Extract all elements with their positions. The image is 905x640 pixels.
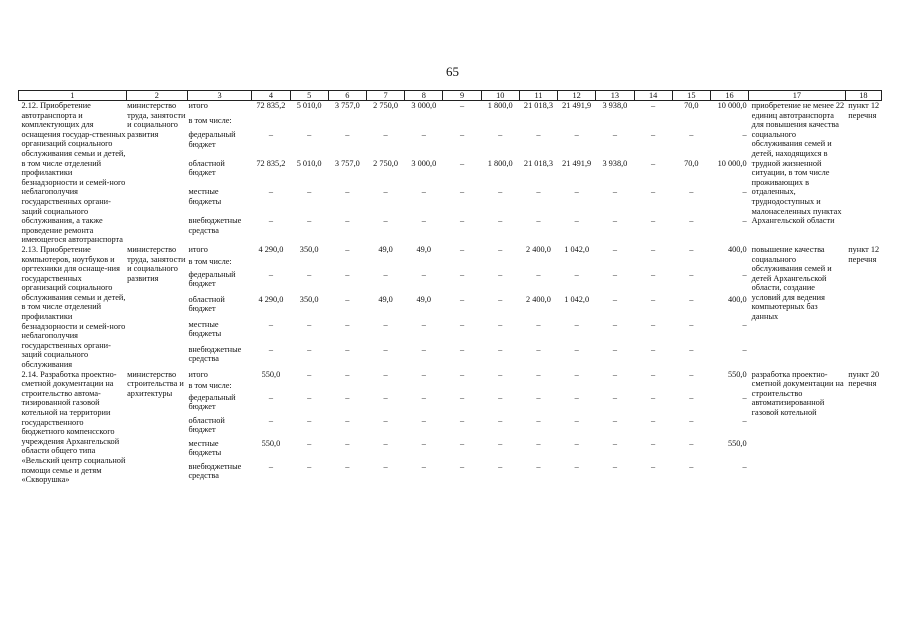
measure-title: 2.12. Приобретение автотранспорта и комплектующих для оснащения государ-ственных организаций социального обслуживания семьи и детей, в том числе отделений профилактики безнадзорности и семей-ного неблагополучия государственных органи-заций социального обслуживания, а также проведение ремонта имеющегося автотранспорта <box>21 101 126 245</box>
funding-source-cell: итого <box>188 101 208 110</box>
value-cell: – <box>307 269 312 279</box>
column-number-11: 11 <box>519 91 557 101</box>
value-cell: – <box>651 392 656 402</box>
funding-source-cell: областной бюджет <box>188 294 225 314</box>
column-number-7: 7 <box>366 91 404 101</box>
value-cell <box>634 116 672 130</box>
value-cell: – <box>612 369 617 379</box>
expected-result-cell: разработка проектно-сметной документации на строительство автоматизированной газовой котельной <box>751 369 844 417</box>
value-cell <box>558 116 596 130</box>
value-cell: – <box>651 415 656 425</box>
funding-source-cell: местные бюджеты <box>188 187 222 206</box>
value-cell: – <box>536 269 541 279</box>
value-cell: – <box>459 344 465 354</box>
column-number-12: 12 <box>558 91 596 101</box>
value-cell: – <box>651 319 656 329</box>
value-cell <box>596 381 634 393</box>
value-cell: 49,0 <box>378 244 393 254</box>
value-cell: 2 400,0 <box>526 244 551 254</box>
value-cell: – <box>574 461 579 471</box>
value-cell: – <box>345 187 350 197</box>
value-cell <box>481 257 519 269</box>
value-cell <box>443 381 481 393</box>
value-cell <box>710 381 748 393</box>
column-number-17: 17 <box>749 91 846 101</box>
column-number-6: 6 <box>328 91 366 101</box>
value-cell: – <box>459 269 465 279</box>
value-cell: 72 835,2 <box>256 101 286 110</box>
value-cell <box>672 116 710 130</box>
value-cell: – <box>612 392 617 402</box>
value-cell: 550,0 <box>261 369 281 379</box>
value-cell: – <box>742 216 747 226</box>
value-cell: – <box>612 319 617 329</box>
value-cell: 70,0 <box>684 158 699 168</box>
value-cell: 10 000,0 <box>717 158 747 168</box>
reference-cell: пункт 12 перечня <box>848 244 880 264</box>
value-cell: – <box>574 187 579 197</box>
funding-source-cell: итого <box>188 244 208 254</box>
value-cell: 21 491,9 <box>562 101 592 110</box>
value-cell: – <box>742 392 747 402</box>
value-cell: – <box>612 294 617 304</box>
value-cell <box>405 257 443 269</box>
value-cell: – <box>689 415 694 425</box>
funding-source-cell: внебюджетные средства <box>188 344 242 364</box>
value-cell: – <box>536 392 541 402</box>
value-cell: – <box>421 319 426 329</box>
value-cell: – <box>536 369 541 379</box>
value-cell: – <box>345 438 350 448</box>
value-cell: – <box>689 294 694 304</box>
value-cell: – <box>268 129 273 139</box>
value-cell: 550,0 <box>261 438 281 448</box>
value-cell: – <box>459 216 465 226</box>
value-cell: – <box>459 244 465 254</box>
value-cell: – <box>536 438 541 448</box>
value-cell: 3 000,0 <box>411 158 437 168</box>
value-cell: – <box>574 269 579 279</box>
value-cell: – <box>421 369 426 379</box>
value-cell: – <box>459 415 465 425</box>
value-cell: – <box>383 461 388 471</box>
value-cell: 550,0 <box>727 438 747 448</box>
value-cell: – <box>498 461 503 471</box>
value-cell <box>328 116 366 130</box>
value-cell: – <box>498 129 503 139</box>
value-cell: – <box>689 187 694 197</box>
value-cell: – <box>459 319 465 329</box>
value-cell <box>443 116 481 130</box>
value-cell <box>634 381 672 393</box>
executor-cell: министерство труда, занятости и социального развития <box>127 244 186 283</box>
column-number-10: 10 <box>481 91 519 101</box>
value-cell <box>558 257 596 269</box>
table-row <box>19 370 882 382</box>
value-cell: – <box>307 344 312 354</box>
funding-source-cell: местные бюджеты <box>188 319 222 339</box>
value-cell: 10 000,0 <box>717 101 747 110</box>
funding-source-cell: итого <box>188 369 208 379</box>
value-cell: – <box>345 369 350 379</box>
value-cell <box>481 116 519 130</box>
value-cell: – <box>498 294 503 304</box>
value-cell: – <box>459 101 465 110</box>
value-cell: – <box>345 216 350 226</box>
value-cell <box>596 116 634 130</box>
value-cell: 5 010,0 <box>296 158 322 168</box>
column-number-header <box>19 91 882 101</box>
value-cell <box>481 381 519 393</box>
value-cell: – <box>612 344 617 354</box>
value-cell: 1 042,0 <box>564 294 590 304</box>
value-cell: 400,0 <box>727 294 747 304</box>
value-cell: – <box>498 369 503 379</box>
value-cell <box>405 116 443 130</box>
value-cell: – <box>345 344 350 354</box>
value-cell: – <box>383 269 388 279</box>
value-cell <box>290 116 328 130</box>
value-cell: – <box>742 461 747 471</box>
value-cell: – <box>651 187 656 197</box>
column-number-5: 5 <box>290 91 328 101</box>
value-cell: – <box>421 415 426 425</box>
value-cell: – <box>421 129 426 139</box>
funding-source-cell: внебюджетные средства <box>188 461 242 481</box>
column-number-16: 16 <box>710 91 748 101</box>
value-cell: – <box>689 216 694 226</box>
value-cell: – <box>574 344 579 354</box>
funding-source-cell: в том числе: <box>188 381 232 391</box>
value-cell: 350,0 <box>299 294 319 304</box>
value-cell: 3 757,0 <box>334 101 360 110</box>
value-cell: – <box>574 319 579 329</box>
value-cell: – <box>689 392 694 402</box>
value-cell: – <box>383 216 388 226</box>
value-cell: – <box>612 244 617 254</box>
value-cell: 2 400,0 <box>526 294 551 304</box>
value-cell: – <box>612 269 617 279</box>
column-number-1: 1 <box>19 91 127 101</box>
value-cell <box>519 257 557 269</box>
value-cell <box>558 381 596 393</box>
value-cell: 1 800,0 <box>487 101 513 110</box>
value-cell: – <box>307 319 312 329</box>
value-cell: 70,0 <box>684 101 699 110</box>
value-cell: – <box>536 216 541 226</box>
value-cell: – <box>536 344 541 354</box>
value-cell: – <box>307 216 312 226</box>
funding-source-cell: федеральный бюджет <box>188 269 236 289</box>
value-cell: – <box>612 415 617 425</box>
value-cell: – <box>459 187 465 197</box>
expected-result-cell: повышение качества социального обслуживания семей и детей Архангельской области, создание условий для ведения компьютерных баз данных <box>751 244 832 322</box>
value-cell: – <box>536 187 541 197</box>
value-cell: – <box>498 269 503 279</box>
column-number-3: 3 <box>187 91 251 101</box>
value-cell: – <box>307 438 312 448</box>
value-cell: – <box>345 269 350 279</box>
value-cell: – <box>498 344 503 354</box>
value-cell: 72 835,2 <box>256 158 286 168</box>
value-cell: – <box>459 158 465 168</box>
value-cell: – <box>345 244 350 254</box>
value-cell: 1 800,0 <box>487 158 513 168</box>
value-cell <box>290 257 328 269</box>
value-cell: – <box>383 344 388 354</box>
value-cell: – <box>574 216 579 226</box>
value-cell: – <box>498 319 503 329</box>
funding-source-cell: федеральный бюджет <box>188 129 236 149</box>
value-cell: – <box>383 129 388 139</box>
funding-source-cell: областной бюджет <box>188 415 225 435</box>
value-cell: – <box>689 129 694 139</box>
value-cell: – <box>421 461 426 471</box>
value-cell: – <box>498 438 503 448</box>
reference-cell: пункт 12 перечня <box>848 101 880 120</box>
value-cell: – <box>574 129 579 139</box>
value-cell <box>405 381 443 393</box>
value-cell: – <box>459 294 465 304</box>
value-cell: – <box>268 461 273 471</box>
value-cell: – <box>383 319 388 329</box>
value-cell: – <box>459 129 465 139</box>
value-cell: – <box>383 392 388 402</box>
value-cell <box>519 116 557 130</box>
value-cell <box>366 381 404 393</box>
value-cell: – <box>345 129 350 139</box>
value-cell: 2 750,0 <box>373 158 399 168</box>
value-cell: – <box>742 269 747 279</box>
value-cell: – <box>345 415 350 425</box>
value-cell: – <box>268 269 273 279</box>
value-cell <box>252 116 290 130</box>
program-measures-table <box>18 90 882 485</box>
value-cell: – <box>574 438 579 448</box>
measure-title: 2.13. Приобретение компьютеров, ноутбуков и оргтехники для оснаще-ния государственных организаций социального обслуживания семьи и детей, в том числе отделений профилактики безнадзорности и семей-ного неблагополучия государственных органи-заций социального обслуживания <box>21 244 126 370</box>
value-cell: – <box>459 369 465 379</box>
value-cell: – <box>689 344 694 354</box>
value-cell: – <box>421 392 426 402</box>
value-cell: 21 491,9 <box>562 158 592 168</box>
value-cell: 4 290,0 <box>258 244 284 254</box>
executor-cell: министерство строительства и архитектуры <box>127 369 184 398</box>
value-cell <box>328 257 366 269</box>
column-number-2: 2 <box>126 91 187 101</box>
value-cell: – <box>345 461 350 471</box>
value-cell: – <box>689 269 694 279</box>
value-cell: – <box>268 392 273 402</box>
value-cell: – <box>651 438 656 448</box>
value-cell <box>366 116 404 130</box>
value-cell: – <box>651 344 656 354</box>
value-cell: – <box>307 461 312 471</box>
value-cell: – <box>268 344 273 354</box>
value-cell: – <box>307 369 312 379</box>
value-cell: – <box>689 244 694 254</box>
value-cell: 2 750,0 <box>373 101 399 110</box>
value-cell: – <box>421 269 426 279</box>
value-cell: 1 042,0 <box>564 244 590 254</box>
value-cell: – <box>536 461 541 471</box>
value-cell: – <box>574 392 579 402</box>
value-cell: – <box>574 415 579 425</box>
value-cell: – <box>651 101 656 110</box>
value-cell: – <box>536 319 541 329</box>
value-cell: – <box>345 392 350 402</box>
value-cell: – <box>383 187 388 197</box>
value-cell: – <box>536 415 541 425</box>
column-number-18: 18 <box>845 91 881 101</box>
funding-source-cell: в том числе: <box>188 115 232 125</box>
column-number-13: 13 <box>596 91 634 101</box>
value-cell: – <box>742 129 747 139</box>
value-cell: – <box>459 438 465 448</box>
value-cell: – <box>268 187 273 197</box>
value-cell <box>252 257 290 269</box>
value-cell: – <box>612 187 617 197</box>
value-cell: – <box>536 129 541 139</box>
column-number-15: 15 <box>672 91 710 101</box>
value-cell: – <box>612 438 617 448</box>
value-cell <box>366 257 404 269</box>
value-cell: – <box>268 319 273 329</box>
value-cell: – <box>574 369 579 379</box>
value-cell: 49,0 <box>416 244 432 254</box>
value-cell: 4 290,0 <box>258 294 284 304</box>
value-cell: – <box>651 461 656 471</box>
funding-source-cell: федеральный бюджет <box>188 392 236 412</box>
value-cell: – <box>498 392 503 402</box>
value-cell: – <box>742 415 747 425</box>
value-cell <box>596 257 634 269</box>
value-cell: – <box>689 438 694 448</box>
page-number: 65 <box>446 64 459 79</box>
reference-cell: пункт 20 перечня <box>848 369 880 389</box>
value-cell: – <box>498 244 503 254</box>
value-cell: – <box>689 369 694 379</box>
value-cell <box>710 116 748 130</box>
value-cell: – <box>689 461 694 471</box>
value-cell: – <box>383 415 388 425</box>
value-cell: – <box>498 415 503 425</box>
value-cell: – <box>742 187 747 197</box>
value-cell: – <box>651 294 656 304</box>
value-cell: – <box>651 216 656 226</box>
value-cell <box>672 381 710 393</box>
value-cell: – <box>383 438 388 448</box>
value-cell: 3 938,0 <box>602 158 628 168</box>
value-cell: – <box>421 344 426 354</box>
value-cell <box>328 381 366 393</box>
value-cell: – <box>651 244 656 254</box>
value-cell: – <box>421 438 426 448</box>
table-body <box>19 101 882 485</box>
value-cell: – <box>307 415 312 425</box>
value-cell: 3 757,0 <box>334 158 360 168</box>
value-cell: – <box>651 269 656 279</box>
value-cell <box>290 381 328 393</box>
value-cell <box>519 381 557 393</box>
funding-source-cell: местные бюджеты <box>188 438 222 458</box>
funding-source-cell: в том числе: <box>188 257 232 267</box>
value-cell: 550,0 <box>727 369 747 379</box>
value-cell: – <box>498 187 503 197</box>
value-cell: – <box>307 129 312 139</box>
measure-title: 2.14. Разработка проектно-сметной документации на строительство автома-тизированной газовой котельной на территории государственного бюджетного компенсского учреждения Архангельской области общего типа «Вельский центр социальной помощи семье и детям «Скворушка» <box>21 369 126 485</box>
value-cell <box>252 381 290 393</box>
value-cell: – <box>459 392 465 402</box>
value-cell <box>710 257 748 269</box>
value-cell: – <box>383 369 388 379</box>
value-cell: – <box>307 187 312 197</box>
value-cell: – <box>421 187 426 197</box>
value-cell: – <box>612 216 617 226</box>
value-cell: – <box>651 129 656 139</box>
value-cell: 400,0 <box>727 244 747 254</box>
value-cell: 3 938,0 <box>602 101 628 110</box>
value-cell: – <box>651 158 656 168</box>
value-cell: – <box>307 392 312 402</box>
value-cell: 49,0 <box>378 294 393 304</box>
funding-source-cell: внебюджетные средства <box>188 216 242 235</box>
value-cell <box>672 257 710 269</box>
value-cell <box>443 257 481 269</box>
value-cell: 21 018,3 <box>523 158 553 168</box>
value-cell: – <box>612 129 617 139</box>
table-row <box>19 245 882 257</box>
funding-source-cell: областной бюджет <box>188 158 225 178</box>
value-cell: – <box>651 369 656 379</box>
value-cell: – <box>742 344 747 354</box>
value-cell: – <box>498 216 503 226</box>
value-cell <box>634 257 672 269</box>
column-number-4: 4 <box>252 91 290 101</box>
value-cell: – <box>689 319 694 329</box>
expected-result-cell: приобретение не менее 22 единиц автотранспорта для повышения качества социального обслуживания семей и детей, находящихся в трудной жизненной ситуации, в том числе проживающих в отдаленных, труднодоступных и малонаселенных пунктах Архангельской области <box>751 101 845 226</box>
column-number-9: 9 <box>443 91 481 101</box>
column-number-14: 14 <box>634 91 672 101</box>
value-cell: 49,0 <box>416 294 432 304</box>
value-cell: – <box>459 461 465 471</box>
value-cell: – <box>421 216 426 226</box>
table-row <box>19 101 882 116</box>
value-cell: 21 018,3 <box>523 101 553 110</box>
value-cell: 3 000,0 <box>411 101 437 110</box>
value-cell: – <box>268 415 273 425</box>
column-number-8: 8 <box>405 91 443 101</box>
value-cell: 350,0 <box>299 244 319 254</box>
value-cell: – <box>742 319 747 329</box>
executor-cell: министерство труда, занятости и социального развития <box>127 101 186 139</box>
value-cell: 5 010,0 <box>296 101 322 110</box>
value-cell: – <box>612 461 617 471</box>
value-cell: – <box>345 319 350 329</box>
value-cell: – <box>268 216 273 226</box>
value-cell: – <box>345 294 350 304</box>
